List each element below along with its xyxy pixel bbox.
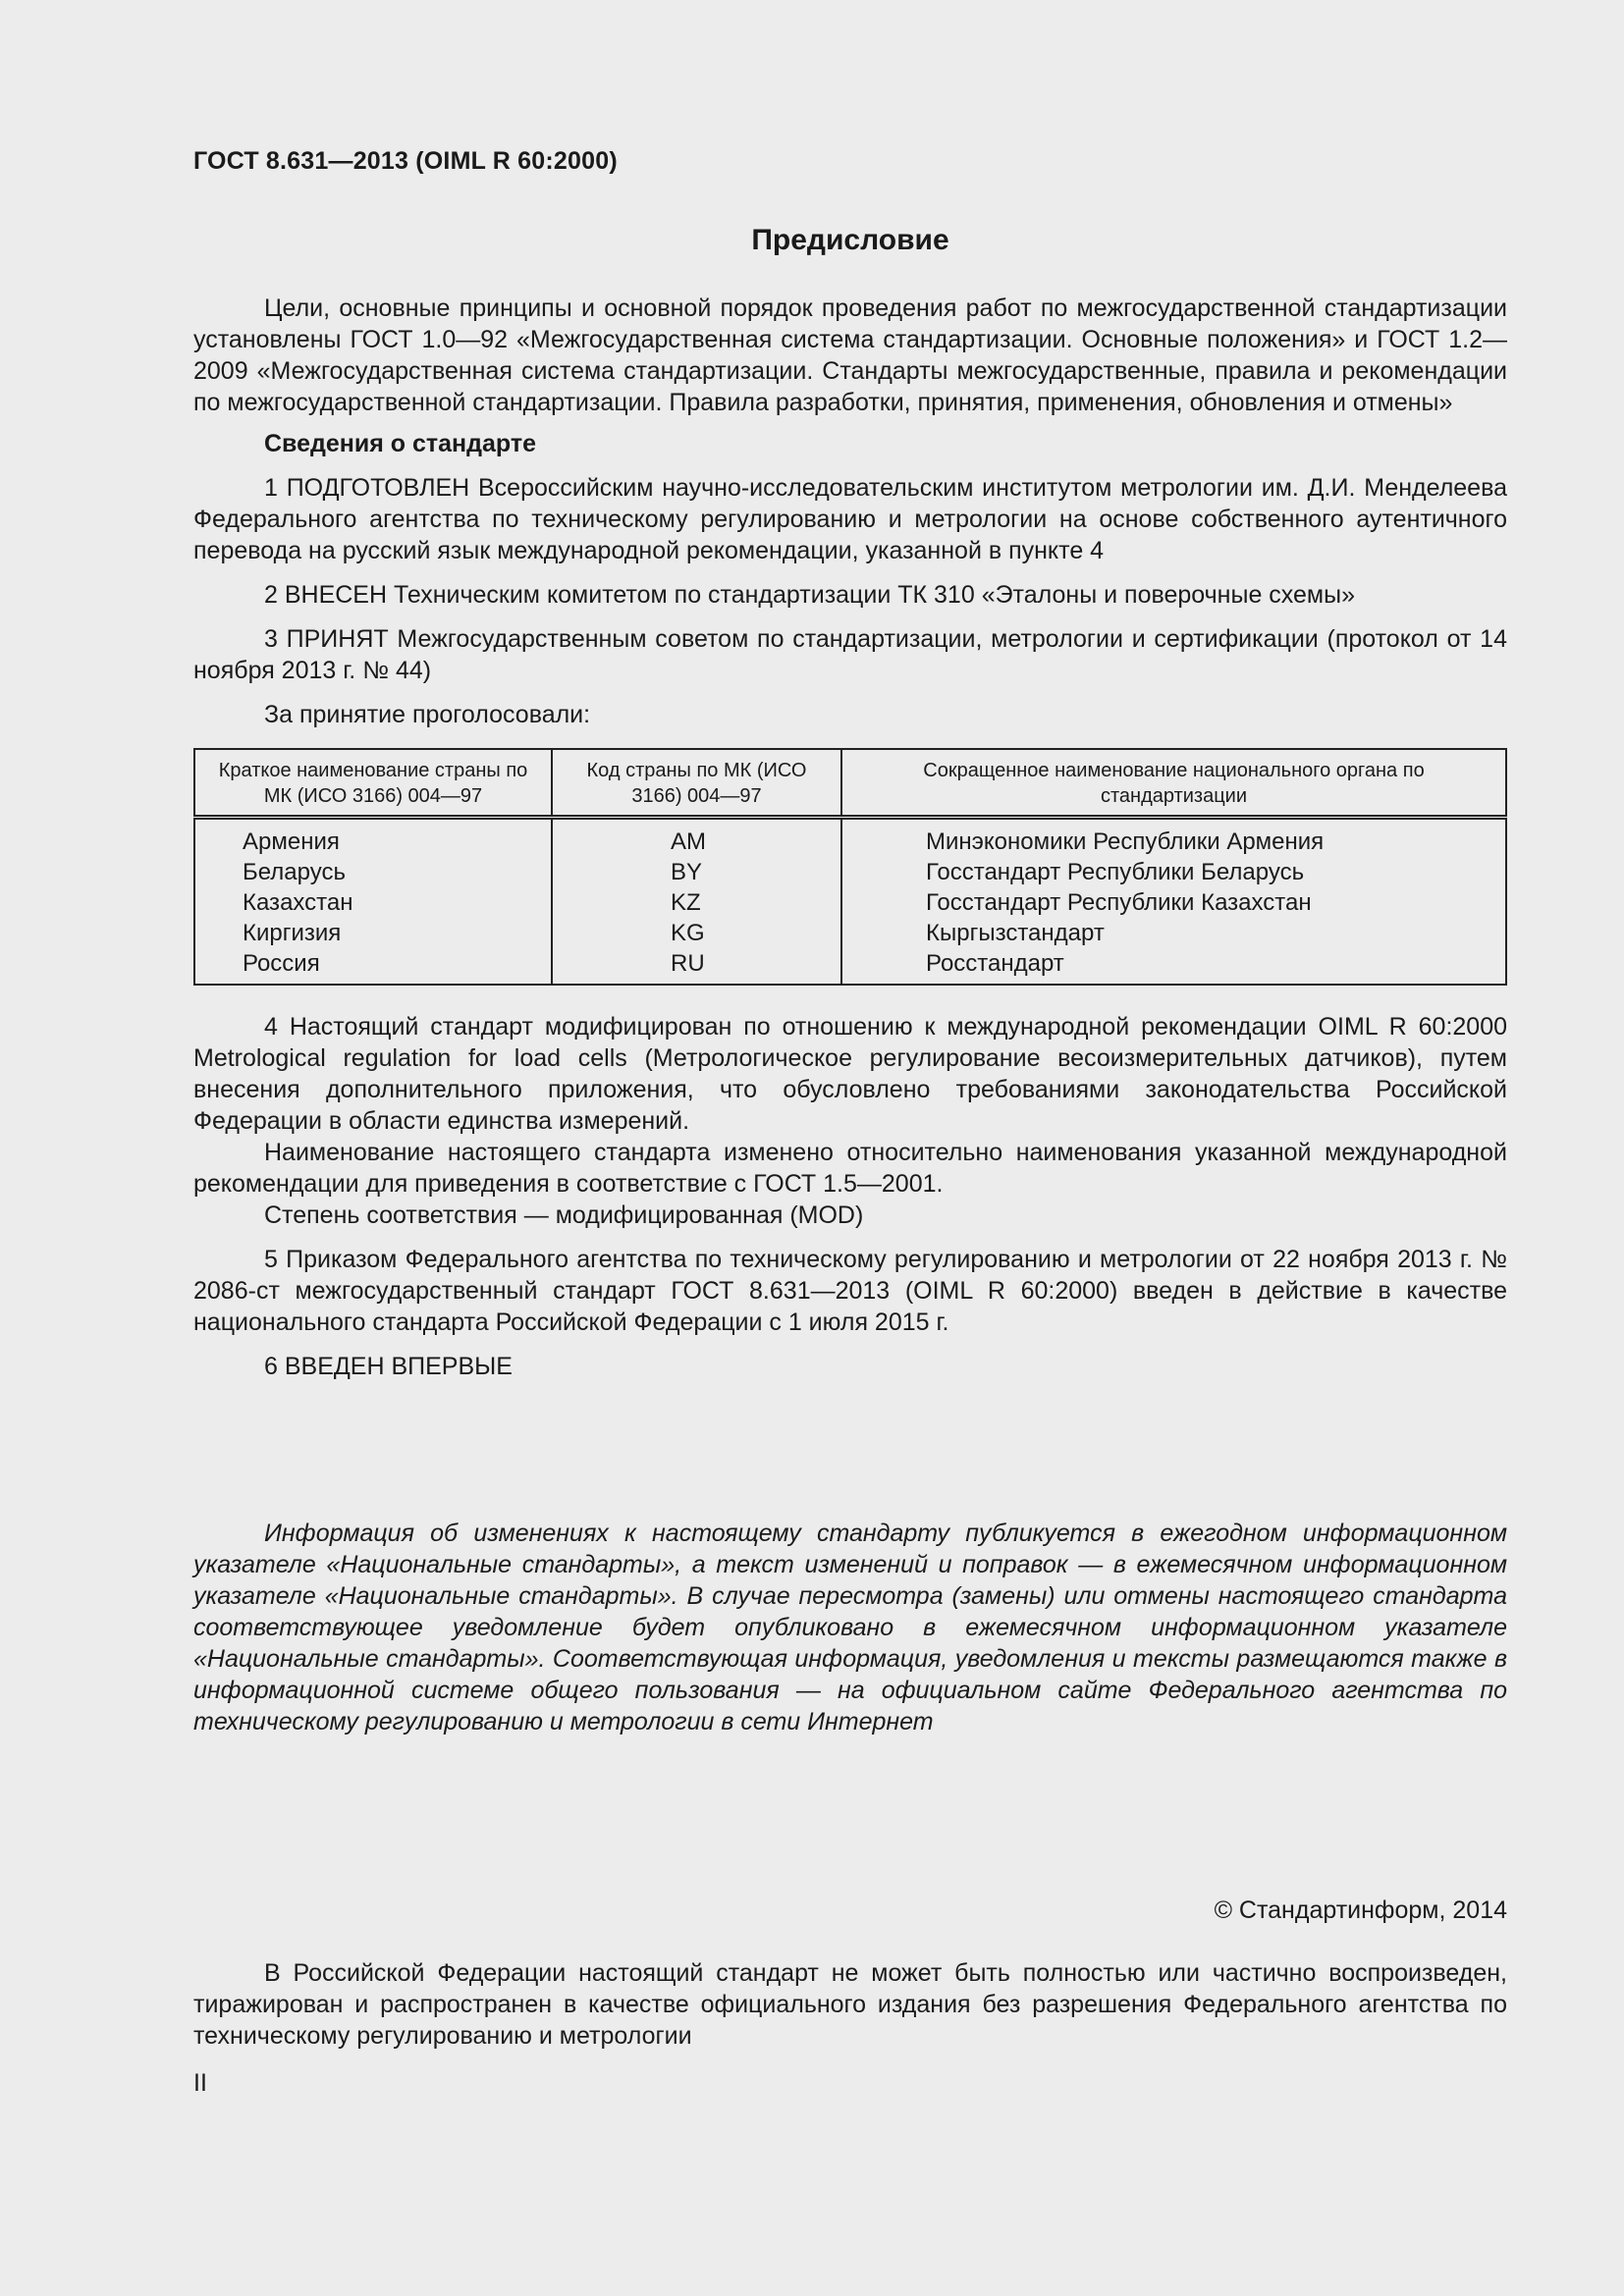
item-4-paragraph: 4 Настоящий стандарт модифицирован по отношению к международной рекомендации OIML R 60:2000 Metrological regulation for load cells (Метрологическое регулирование весоизмерительных датчиков), путем внесения дополнительного приложения, что обусловлено требованиями законодательства Российской Федерации в области единства измерений. xyxy=(193,1013,1507,1135)
body-cell: Госстандарт Республики Беларусь xyxy=(841,857,1506,887)
table-header-body: Сокращенное наименование национального органа по стандартизации xyxy=(841,749,1506,818)
item-3-paragraph: 3 ПРИНЯТ Межгосударственным советом по стандартизации, метрологии и сертификации (протокол от 14 ноября 2013 г. № 44) xyxy=(193,625,1507,684)
document-code-header: ГОСТ 8.631—2013 (OIML R 60:2000) xyxy=(193,147,618,175)
table-row xyxy=(194,948,1506,985)
country-cell: Россия xyxy=(194,948,552,985)
country-cell: Армения xyxy=(194,818,552,858)
item-6-paragraph: 6 ВВЕДЕН ВПЕРВЫЕ xyxy=(264,1353,513,1380)
body-cell: Госстандарт Республики Казахстан xyxy=(841,887,1506,918)
info-heading: Сведения о стандарте xyxy=(264,430,537,457)
code-cell: AM xyxy=(552,818,841,858)
rights-paragraph: В Российской Федерации настоящий стандарт не может быть полностью или частично воспроизведен, тиражирован и распространен в качестве официального издания без разрешения Федерального агентства по техническому регулированию и метрологии xyxy=(193,1959,1507,2050)
body-cell: Росстандарт xyxy=(841,948,1506,985)
notice-block xyxy=(193,1518,1507,1737)
country-cell: Казахстан xyxy=(194,887,552,918)
page-title: Предисловие xyxy=(751,224,949,256)
code-cell: KZ xyxy=(552,887,841,918)
table-header-code: Код страны по МК (ИСО 3166) 004—97 xyxy=(552,749,841,818)
code-cell: KG xyxy=(552,918,841,948)
table-row xyxy=(194,857,1506,887)
item-2-paragraph: 2 ВНЕСЕН Техническим комитетом по стандартизации ТК 310 «Эталоны и поверочные схемы» xyxy=(264,581,1355,609)
table-row xyxy=(194,918,1506,948)
item-1-paragraph: 1 ПОДГОТОВЛЕН Всероссийским научно-исследовательским институтом метрологии им. Д.И. Менделеева Федерального агентства по техническому регулированию и метрологии на основе собственного аутентичного перевода на русский язык международной рекомендации, указанной в пункте 4 xyxy=(193,474,1507,564)
main-content xyxy=(193,293,1507,1382)
code-cell: RU xyxy=(552,948,841,985)
table-header-row xyxy=(194,749,1506,818)
changes-notice: Информация об изменениях к настоящему стандарту публикуется в ежегодном информационном указателе «Национальные стандарты», а текст изменений и поправок — в ежемесячном информационном указателе «Национальные стандарты». В случае пересмотра (замены) или отмены настоящего стандарта соответствующее уведомление будет опубликовано в ежемесячном информационном указателе «Национальные стандарты». Соответствующая информация, уведомления и тексты размещаются также в информационной системе общего пользования — на официальном сайте Федерального агентства по техническому регулированию и метрологии в сети Интернет xyxy=(193,1520,1507,1735)
code-cell: BY xyxy=(552,857,841,887)
voting-table xyxy=(193,748,1507,986)
item-4-name-change: Наименование настоящего стандарта изменено относительно наименования указанной международной рекомендации для приведения в соответствие с ГОСТ 1.5—2001. xyxy=(193,1139,1507,1198)
voted-label: За принятие проголосовали: xyxy=(264,701,591,728)
table-header-country: Краткое наименование страны по МК (ИСО 3166) 004—97 xyxy=(194,749,552,818)
table-row xyxy=(194,818,1506,858)
item-4-conformity: Степень соответствия — модифицированная (MOD) xyxy=(264,1201,864,1229)
table-row xyxy=(194,887,1506,918)
copyright-block xyxy=(193,1895,1507,1926)
rights-block xyxy=(193,1957,1507,2052)
body-cell: Кыргызстандарт xyxy=(841,918,1506,948)
country-cell: Беларусь xyxy=(194,857,552,887)
page-number: II xyxy=(193,2069,207,2097)
item-5-paragraph: 5 Приказом Федерального агентства по техническому регулированию и метрологии от 22 ноября 2013 г. № 2086-ст межгосударственный стандарт ГОСТ 8.631—2013 (OIML R 60:2000) введен в действие в качестве национального стандарта Российской Федерации с 1 июля 2015 г. xyxy=(193,1246,1507,1336)
country-cell: Киргизия xyxy=(194,918,552,948)
copyright-line: © Стандартинформ, 2014 xyxy=(1214,1896,1507,1924)
intro-paragraph: Цели, основные принципы и основной порядок проведения работ по межгосударственной стандартизации установлены ГОСТ 1.0—92 «Межгосударственная система стандартизации. Основные положения» и ГОСТ 1.2—2009 «Межгосударственная система стандартизации. Стандарты межгосударственные, правила и рекомендации по межгосударственной стандартизации. Правила разработки, принятия, применения, обновления и отмены» xyxy=(193,294,1507,416)
body-cell: Минэкономики Республики Армения xyxy=(841,818,1506,858)
